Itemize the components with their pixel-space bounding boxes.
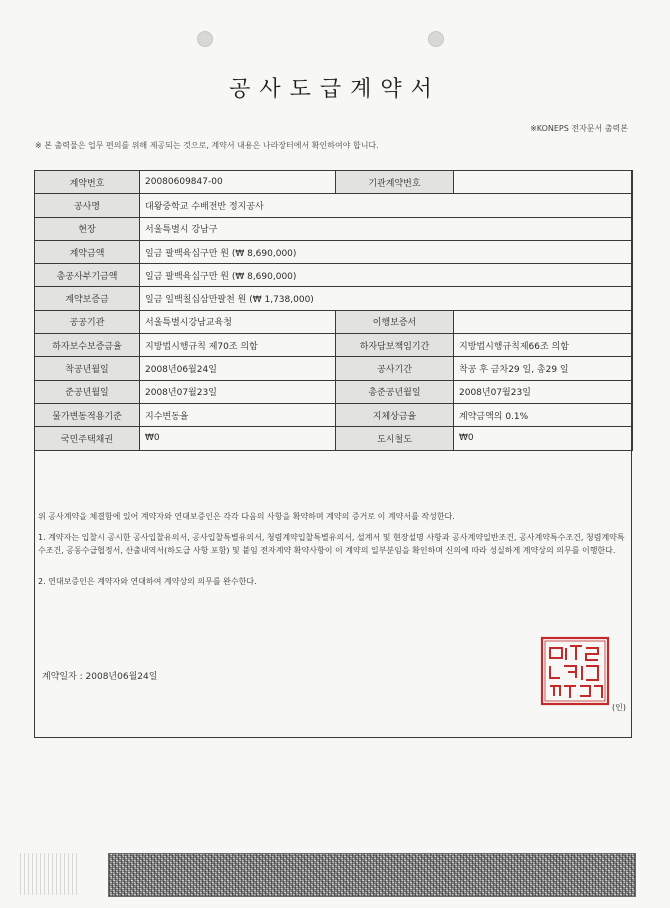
- table-row: [35, 217, 633, 240]
- vat-value: 일금 팔백육십구만 원 (₩ 8,690,000): [140, 264, 633, 287]
- completion-value: 2008년07월23일: [140, 380, 336, 403]
- amount-value: 일금 팔백육십구만 원 (₩ 8,690,000): [140, 240, 633, 263]
- defect-deposit-label: 하자보수보증금율: [35, 334, 140, 357]
- table-row: [35, 380, 633, 403]
- vat-label: 총공사부기금액: [35, 264, 140, 287]
- price-adjust-label: 물가변동적용기준: [35, 403, 140, 426]
- project-label: 공사명: [35, 194, 140, 217]
- source-note: ※KONEPS 전자문서 출력본: [530, 124, 628, 133]
- terms-item-2: 2. 연대보증인은 계약자와 연대하여 계약상의 의무를 완수한다.: [38, 577, 257, 586]
- table-row: [35, 427, 633, 450]
- table-row: [35, 287, 633, 310]
- performance-value: [454, 310, 633, 333]
- client-label: 공공기관: [35, 310, 140, 333]
- defect-deposit-value: 지방법시행규칙 제70조 의함: [140, 334, 336, 357]
- bond-label: 국민주택채권: [35, 427, 140, 450]
- delay-rate-value: 계약금액의 0.1%: [454, 403, 633, 426]
- city-rail-value: ₩0: [454, 427, 633, 450]
- site-value: 서울특별시 강남구: [140, 217, 633, 240]
- agency-no-value: [454, 171, 633, 194]
- defect-period-value: 지방법시행규칙제66조 의함: [454, 334, 633, 357]
- project-value: 대왕중학교 수배전반 정지공사: [140, 194, 633, 217]
- table-row: [35, 403, 633, 426]
- contract-no-value: 20080609847-00: [140, 171, 336, 194]
- deposit-value: 일금 일백칠십삼만팔천 원 (₩ 1,738,000): [140, 287, 633, 310]
- table-row: [35, 310, 633, 333]
- start-label: 착공년월일: [35, 357, 140, 380]
- scan-artifact: [108, 853, 636, 897]
- final-completion-value: 2008년07월23일: [454, 380, 633, 403]
- site-label: 현장: [35, 217, 140, 240]
- contract-date: 계약일자 : 2008년06월24일: [42, 672, 158, 682]
- seal-mark: (인): [612, 703, 626, 712]
- notice-text: ※ 본 출력물은 업무 편의를 위해 제공되는 것으로, 계약서 내용은 나라장터에서 확인하여야 합니다.: [35, 141, 379, 150]
- table-row: [35, 264, 633, 287]
- official-seal-icon: [540, 636, 626, 714]
- final-completion-label: 총준공년월일: [336, 380, 454, 403]
- period-value: 착공 후 금차29 일, 총29 일: [454, 357, 633, 380]
- table-row: [35, 240, 633, 263]
- delay-rate-label: 지체상금율: [336, 403, 454, 426]
- contract-table: [34, 170, 633, 451]
- performance-label: 이행보증서: [336, 310, 454, 333]
- contract-no-label: 계약번호: [35, 171, 140, 194]
- table-row: [35, 171, 633, 194]
- start-value: 2008년06월24일: [140, 357, 336, 380]
- city-rail-label: 도시철도: [336, 427, 454, 450]
- defect-period-label: 하자담보책임기간: [336, 334, 454, 357]
- punch-hole: [197, 31, 213, 47]
- agency-no-label: 기관계약번호: [336, 171, 454, 194]
- terms-intro: 위 공사계약을 체결함에 있어 계약자와 연대보증인은 각각 다음의 사항을 확약하며 계약의 증거로 이 계약서를 작성한다.: [38, 512, 455, 521]
- table-row: [35, 357, 633, 380]
- punch-hole: [428, 31, 444, 47]
- table-row: [35, 194, 633, 217]
- price-adjust-value: 지수변동율: [140, 403, 336, 426]
- scan-artifact: [20, 853, 78, 895]
- deposit-label: 계약보증금: [35, 287, 140, 310]
- terms-item-1: 1. 계약자는 입찰시 공시한 공사입찰유의서, 공사입찰특별유의서, 청렴계약입찰특별유의서, 설계서 및 현장설명 사항과 공사계약일반조건, 공사계약특수조건, 청렴계약특수조건, 공동수급협정서, 산출내역서(하도급 사항 포함) 및 붙임 전자계약 확약사항이 이 계약의 일부분임을 확인하며 신의에 따라 성실하게 계약상의 의무를 이행한다.: [38, 533, 625, 555]
- amount-label: 계약금액: [35, 240, 140, 263]
- client-value: 서울특별시강남교육청: [140, 310, 336, 333]
- document-title: 공사도급계약서: [229, 77, 441, 102]
- completion-label: 준공년월일: [35, 380, 140, 403]
- bond-value: ₩0: [140, 427, 336, 450]
- period-label: 공사기간: [336, 357, 454, 380]
- table-row: [35, 334, 633, 357]
